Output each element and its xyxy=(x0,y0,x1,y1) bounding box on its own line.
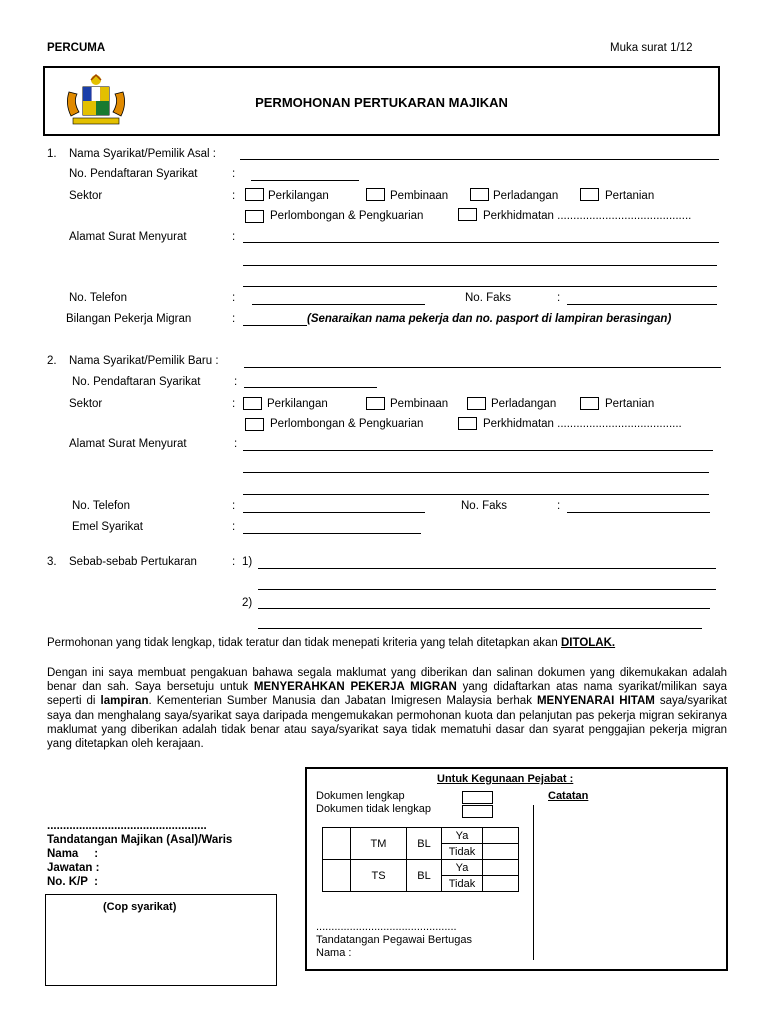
section2-fax-label: No. Faks xyxy=(461,500,508,512)
signature-label: Tandatangan Majikan (Asal)/Waris xyxy=(47,834,233,846)
section3-item1: 1) xyxy=(242,556,253,568)
colon: : xyxy=(232,500,236,512)
section2-sector-perladangan: Perladangan xyxy=(491,398,557,410)
section1-reg-field[interactable] xyxy=(251,180,359,181)
section2-address-field-3[interactable] xyxy=(243,494,709,495)
section2-email-field[interactable] xyxy=(243,533,421,534)
section2-checkbox-perlombongan[interactable] xyxy=(245,418,264,431)
office-doc-incomplete-label: Dokumen tidak lengkap xyxy=(316,803,431,815)
section3-reason2-field-1[interactable] xyxy=(258,608,710,609)
section1-workers-field[interactable] xyxy=(243,325,307,326)
table-cell-empty xyxy=(323,828,351,860)
office-notes-label: Catatan xyxy=(548,790,589,802)
section2-checkbox-perladangan[interactable] xyxy=(467,397,486,410)
stamp-label: (Cop syarikat) xyxy=(103,901,177,913)
office-title: Untuk Kegunaan Pejabat : xyxy=(437,773,574,785)
section2-sector-perkilangan: Perkilangan xyxy=(267,398,328,410)
section2-company-label: Nama Syarikat/Pemilik Baru : xyxy=(69,355,219,367)
section1-fax-field[interactable] xyxy=(567,304,717,305)
table-checkbox-ya-1[interactable] xyxy=(483,828,519,844)
section2-checkbox-pembinaan[interactable] xyxy=(366,397,385,410)
section2-reg-label: No. Pendaftaran Syarikat xyxy=(72,376,201,388)
notice-text: Permohonan yang tidak lengkap, tidak teratur dan tidak menepati kriteria yang telah ditetapkan akan xyxy=(47,637,561,649)
section2-sector-pertanian: Pertanian xyxy=(605,398,655,410)
declaration-part-3: . Kementerian Sumber Manusia dan Jabatan Imigresen Malaysia berhak xyxy=(148,695,537,708)
section1-fax-label: No. Faks xyxy=(465,292,512,304)
office-doc-incomplete-box[interactable] xyxy=(462,805,493,818)
table-cell-ya: Ya xyxy=(442,860,483,876)
colon: : xyxy=(232,168,236,180)
section1-sector-perlombongan: Perlombongan & Pengkuarian xyxy=(270,210,424,222)
signature-position: Jawatan : xyxy=(47,862,100,874)
section2-phone-label: No. Telefon xyxy=(72,500,130,512)
section3-number: 3. xyxy=(47,556,57,568)
section1-sector-label: Sektor xyxy=(69,190,103,202)
declaration-part-4: saya/syarikat saya dan menghalang saya/syarikat saya daripada mengemukakan permohonan kuota dan pelanjutan pas pekerja migran sekiranya maklumat yang diberikan adalah tidak benar atau saya/syarikat saya tidak mematuhi dasar dan syarat penggajian pekerja migran yang ditetapkan oleh kerajaan. xyxy=(47,695,727,751)
colon: : xyxy=(232,231,236,243)
table-checkbox-ya-2[interactable] xyxy=(483,860,519,876)
section2-sector-perlombongan: Perlombongan & Pengkuarian xyxy=(270,418,424,430)
notice xyxy=(47,637,615,649)
colon: : xyxy=(232,292,236,304)
office-officer-name: Nama : xyxy=(316,947,352,959)
section2-address-field-1[interactable] xyxy=(243,450,713,451)
section2-reg-field[interactable] xyxy=(244,387,377,388)
table-row xyxy=(323,828,519,844)
table-cell-empty xyxy=(323,860,351,892)
office-divider xyxy=(533,805,534,960)
section2-number: 2. xyxy=(47,355,57,367)
section3-reason1-field-1[interactable] xyxy=(258,568,716,569)
table-checkbox-tidak-1[interactable] xyxy=(483,844,519,860)
table-checkbox-tidak-2[interactable] xyxy=(483,876,519,892)
section2-email-label: Emel Syarikat xyxy=(72,521,143,533)
table-cell-tidak: Tidak xyxy=(442,876,483,892)
declaration-bold-1: MENYERAHKAN PEKERJA MIGRAN xyxy=(253,681,457,694)
colon: : xyxy=(557,500,561,512)
section1-checkbox-perkhidmatan[interactable] xyxy=(458,208,477,221)
signature-ic: No. K/P : xyxy=(47,876,98,888)
colon: : xyxy=(232,398,236,410)
colon: : xyxy=(232,521,236,533)
section1-phone-field[interactable] xyxy=(252,304,425,305)
table-cell-ts: TS xyxy=(351,860,407,892)
table-row xyxy=(323,860,519,876)
colon: : xyxy=(232,556,236,568)
section1-address-field-1[interactable] xyxy=(243,242,719,243)
section2-company-field[interactable] xyxy=(244,367,721,368)
section1-sector-perkhidmatan: Perkhidmatan .......................................... xyxy=(483,210,692,222)
table-cell-bl: BL xyxy=(407,860,442,892)
section1-phone-label: No. Telefon xyxy=(69,292,127,304)
section1-checkbox-pembinaan[interactable] xyxy=(366,188,385,201)
section2-checkbox-perkhidmatan[interactable] xyxy=(458,417,477,430)
section1-checkbox-perkilangan[interactable] xyxy=(245,188,264,201)
section2-sector-label: Sektor xyxy=(69,398,103,410)
table-cell-tm: TM xyxy=(351,828,407,860)
section1-address-field-2[interactable] xyxy=(243,265,717,266)
office-signature-dots: .............................................. xyxy=(316,921,457,933)
colon: : xyxy=(557,292,561,304)
section2-phone-field[interactable] xyxy=(243,512,425,513)
section1-workers-label: Bilangan Pekerja Migran xyxy=(66,313,192,325)
office-doc-complete-box[interactable] xyxy=(462,791,493,804)
company-stamp-box[interactable] xyxy=(45,894,277,986)
section2-fax-field[interactable] xyxy=(567,512,710,513)
section1-address-field-3[interactable] xyxy=(243,286,717,287)
declaration-bold-2: lampiran xyxy=(100,695,149,708)
declaration-paragraph xyxy=(47,666,727,751)
title-box xyxy=(43,66,720,136)
office-officer-signature: Tandatangan Pegawai Bertugas xyxy=(316,934,472,946)
section1-workers-note: (Senaraikan nama pekerja dan no. pasport di lampiran berasingan) xyxy=(307,313,672,325)
section3-item2: 2) xyxy=(242,597,253,609)
colon: : xyxy=(232,190,236,202)
section1-address-label: Alamat Surat Menyurat xyxy=(69,231,187,243)
signature-name: Nama : xyxy=(47,848,99,860)
colon: : xyxy=(232,313,236,325)
section1-company-field[interactable] xyxy=(240,159,719,160)
office-status-table xyxy=(322,827,519,892)
section1-sector-perkilangan: Perkilangan xyxy=(268,190,329,202)
section2-address-field-2[interactable] xyxy=(243,472,709,473)
office-doc-complete-label: Dokumen lengkap xyxy=(316,790,405,802)
section2-sector-perkhidmatan: Perkhidmatan ....................................... xyxy=(483,418,682,430)
section1-sector-perladangan: Perladangan xyxy=(493,190,559,202)
table-cell-tidak: Tidak xyxy=(442,844,483,860)
section1-reg-label: No. Pendaftaran Syarikat xyxy=(69,168,198,180)
section1-sector-pertanian: Pertanian xyxy=(605,190,655,202)
declaration-part-1: Dengan ini saya membuat pengakuan bahawa segala maklumat yang diberikan dan salinan dokumen yang dikemukakan adalah benar dan sah. Saya bersetuju untuk xyxy=(47,667,727,694)
section1-number: 1. xyxy=(47,148,57,160)
section1-checkbox-perlombongan[interactable] xyxy=(245,210,264,223)
section1-checkbox-pertanian[interactable] xyxy=(580,188,599,201)
section3-reason2-field-2[interactable] xyxy=(258,628,702,629)
section1-checkbox-perladangan[interactable] xyxy=(470,188,489,201)
section2-checkbox-pertanian[interactable] xyxy=(580,397,599,410)
section2-address-label: Alamat Surat Menyurat xyxy=(69,438,187,450)
section1-sector-pembinaan: Pembinaan xyxy=(390,190,449,202)
declaration-part-2: yang didaftarkan atas nama syarikat/milikan saya seperti di xyxy=(47,681,727,708)
declaration-bold-3: MENYENARAI HITAM xyxy=(536,695,655,708)
signature-dots: .................................................. xyxy=(47,820,207,832)
form-title: PERMOHONAN PERTUKARAN MAJIKAN xyxy=(255,95,508,110)
header-left: PERCUMA xyxy=(47,42,106,54)
colon: : xyxy=(234,438,238,450)
table-cell-ya: Ya xyxy=(442,828,483,844)
section1-company-label: Nama Syarikat/Pemilik Asal : xyxy=(69,148,216,160)
section3-reasons-label: Sebab-sebab Pertukaran xyxy=(69,556,197,568)
table-cell-bl: BL xyxy=(407,828,442,860)
notice-rejected: DITOLAK. xyxy=(561,637,616,649)
colon: : xyxy=(234,376,238,388)
section2-sector-pembinaan: Pembinaan xyxy=(390,398,449,410)
page-number: Muka surat 1/12 xyxy=(610,42,693,54)
section2-checkbox-perkilangan[interactable] xyxy=(243,397,262,410)
section3-reason1-field-2[interactable] xyxy=(258,589,716,590)
